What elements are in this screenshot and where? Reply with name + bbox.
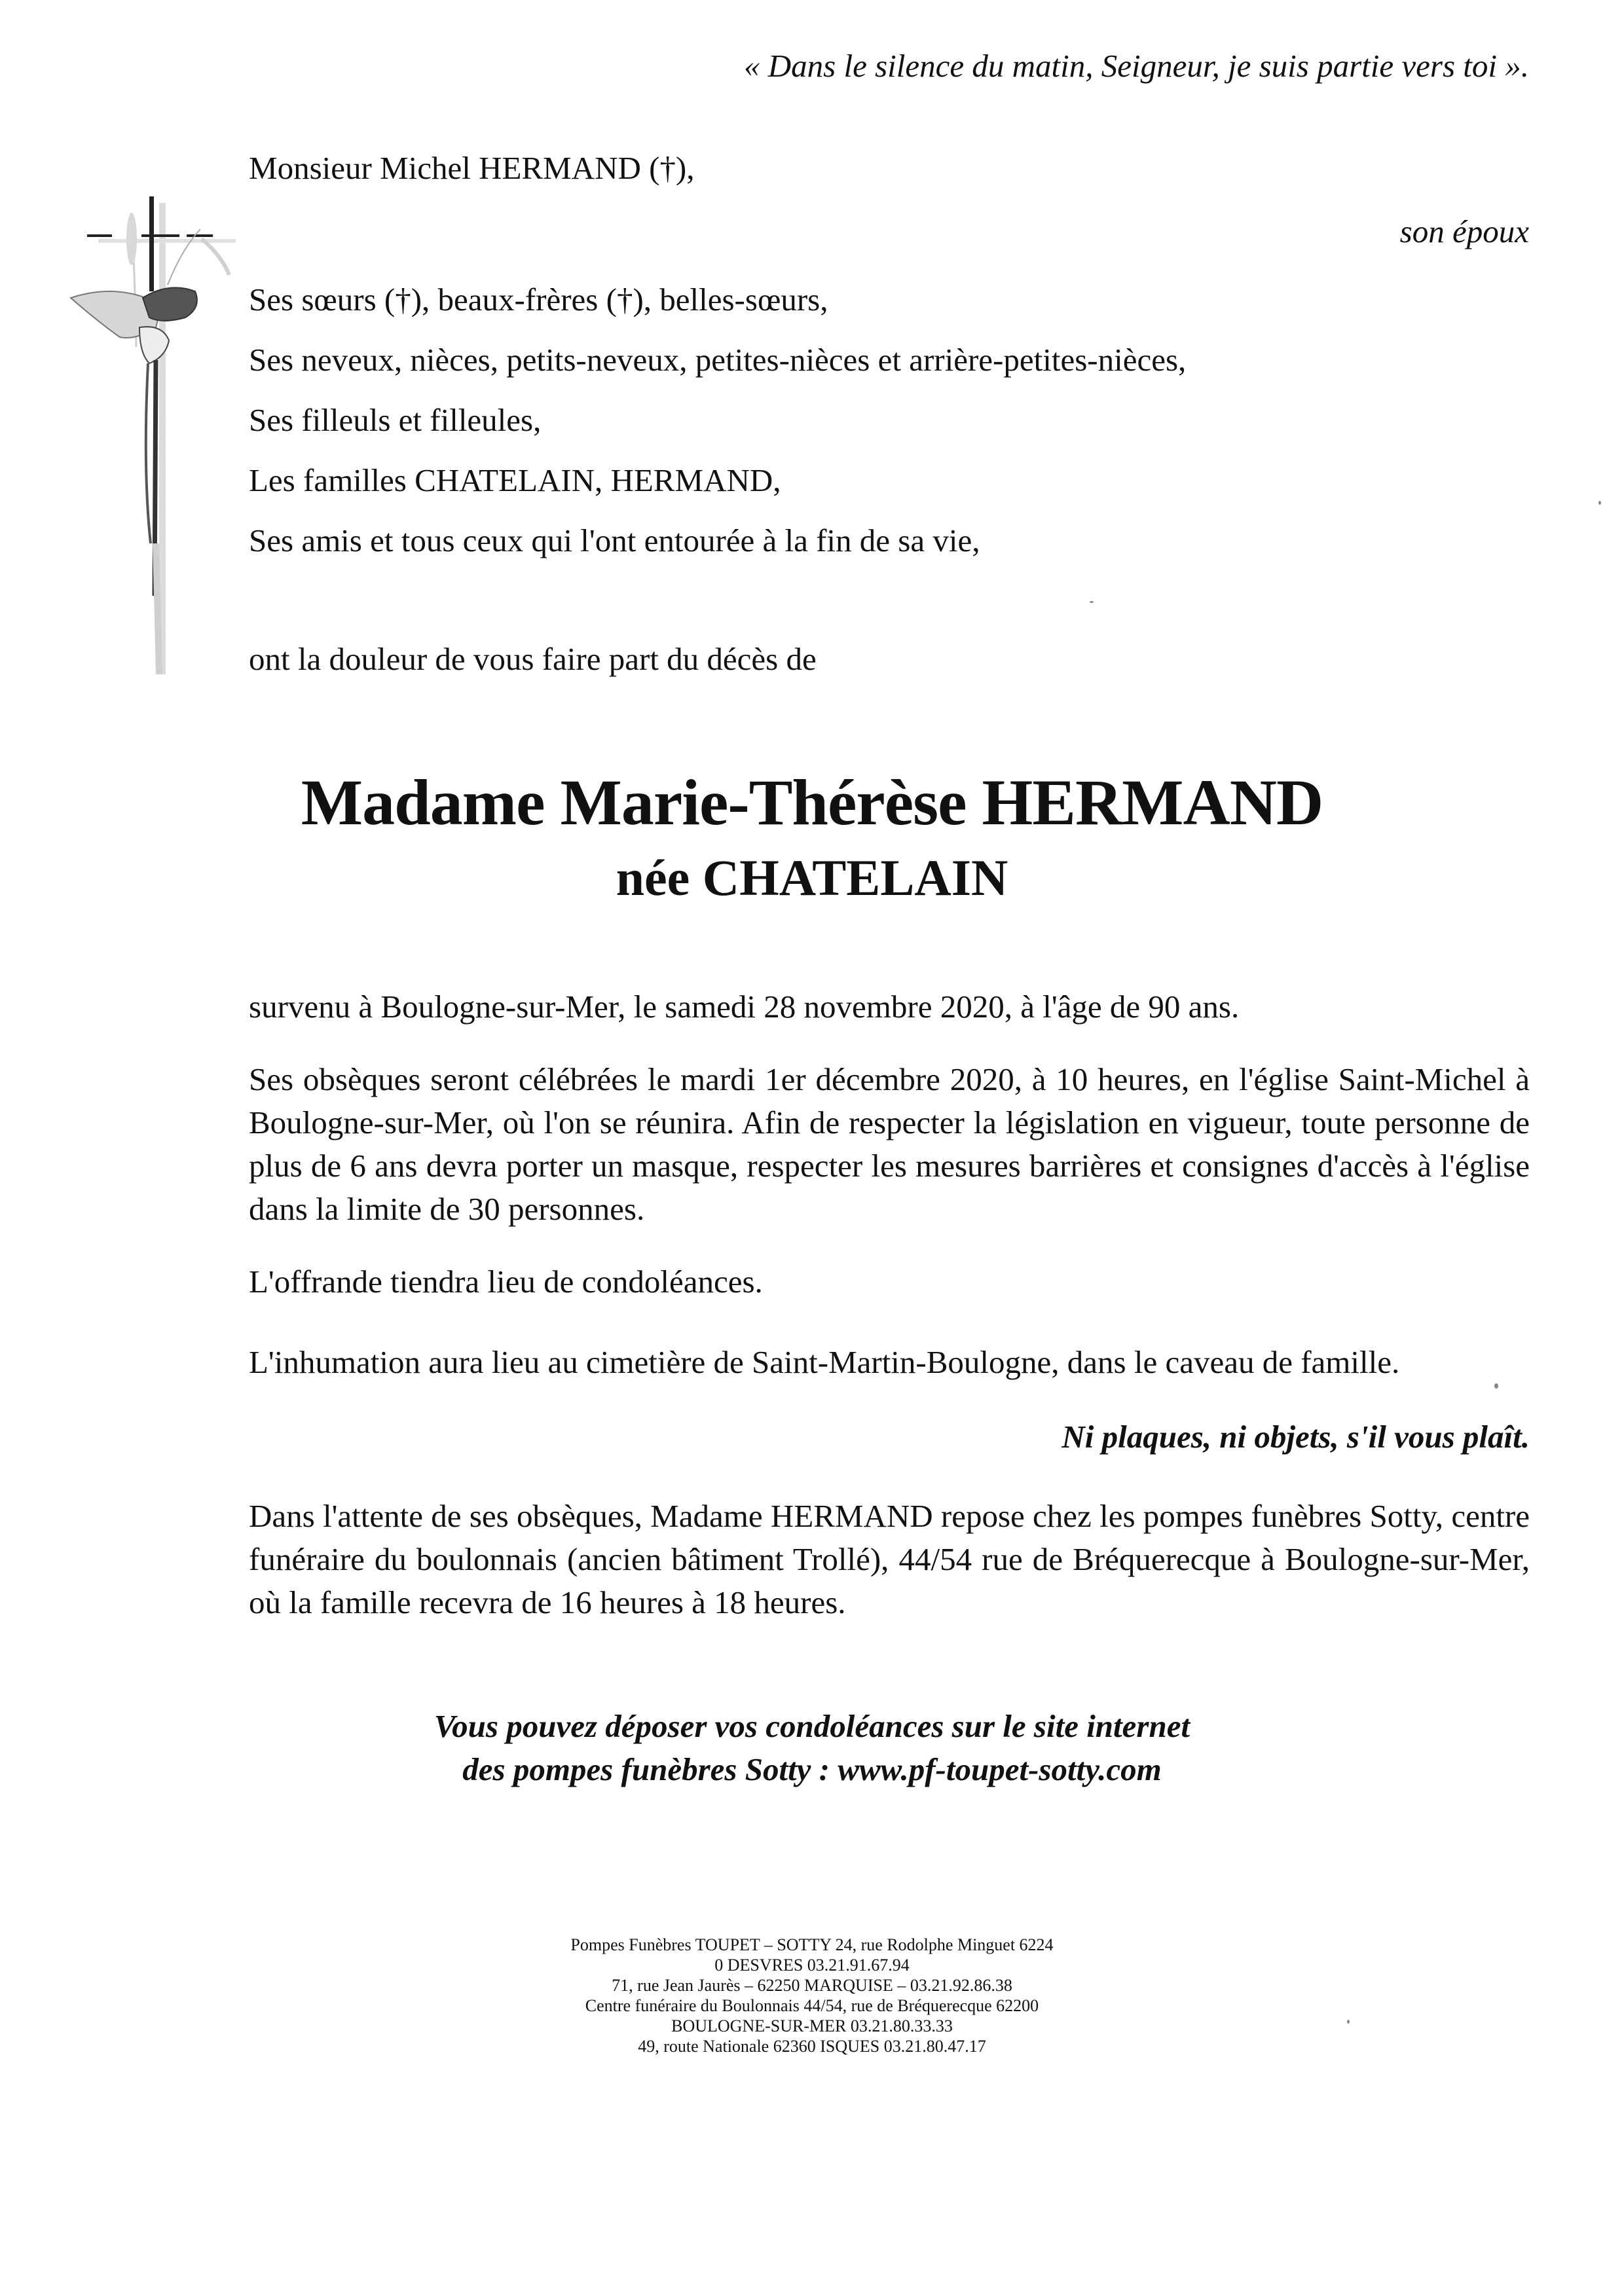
- visitation-details: Dans l'attente de ses obsèques, Madame HERMAND repose chez les pompes funèbres Sotty, centre funéraire du boulonnais (ancien bâtiment Trollé), 44/54 rue de Bréquerecque à Boulogne-sur-Mer, où la famille recevra de 16 heures à 18 heures.: [249, 1498, 1530, 1620]
- husband-role: son époux: [1399, 213, 1529, 249]
- family-line: Ses filleuls et filleules,: [249, 402, 542, 438]
- family-list: [249, 270, 1428, 571]
- announcement: ont la douleur de vous faire part du décès de: [249, 641, 817, 677]
- footer-line: BOULOGNE-SUR-MER 03.21.80.33.33: [671, 2016, 953, 2035]
- condolences-line-1: Vous pouvez déposer vos condoléances sur le site internet: [434, 1708, 1190, 1744]
- footer-line: Pompes Funèbres TOUPET – SOTTY 24, rue Rodolphe Minguet 6224: [570, 1935, 1054, 1954]
- deceased-name: Madame Marie-Thérèse HERMAND: [301, 766, 1323, 839]
- speck: [1090, 601, 1094, 603]
- epigraph-quote: « Dans le silence du matin, Seigneur, je suis partie vers toi ».: [744, 48, 1529, 84]
- footer-line: 49, route Nationale 62360 ISQUES 03.21.80.47.17: [638, 2037, 986, 2056]
- speck: [1494, 1383, 1498, 1389]
- family-line: Ses amis et tous ceux qui l'ont entourée à la fin de sa vie,: [249, 522, 980, 558]
- footer-line: Centre funéraire du Boulonnais 44/54, rue de Bréquerecque 62200: [585, 1996, 1039, 2015]
- death-notice: survenu à Boulogne-sur-Mer, le samedi 28 novembre 2020, à l'âge de 90 ans.: [249, 989, 1240, 1025]
- deceased-maiden-name: née CHATELAIN: [616, 849, 1008, 906]
- family-line: Les familles CHATELAIN, HERMAND,: [249, 462, 781, 498]
- burial-details: L'inhumation aura lieu au cimetière de Saint-Martin-Boulogne, dans le caveau de famille.: [249, 1344, 1400, 1380]
- family-line: Ses sœurs (†), beaux-frères (†), belles-sœurs,: [249, 282, 828, 318]
- footer-line: 0 DESVRES 03.21.91.67.94: [714, 1956, 910, 1975]
- cross-with-calla-lily-icon: [58, 177, 248, 701]
- condolences-line-2[interactable]: des pompes funèbres Sotty : www.pf-toupet-sotty.com: [462, 1751, 1162, 1787]
- family-line: Ses neveux, nièces, petits-neveux, petites-nièces et arrière-petites-nièces,: [249, 342, 1187, 378]
- funeral-details: Ses obsèques seront célébrées le mardi 1er décembre 2020, à 10 heures, en l'église Saint-Michel à Boulogne-sur-Mer, où l'on se réunira. Afin de respecter la législation en vigueur, toute personne de plus de 6 ans devra porter un masque, respecter les mesures barrières et consignes d'accès à l'église dans la limite de 30 personnes.: [249, 1061, 1530, 1227]
- speck: [1347, 2020, 1350, 2024]
- funeral-home-footer: [0, 1935, 1624, 2056]
- offering-note: L'offrande tiendra lieu de condoléances.: [249, 1264, 763, 1300]
- footer-line: 71, rue Jean Jaurès – 62250 MARQUISE – 03.21.92.86.38: [612, 1976, 1012, 1995]
- husband-name: Monsieur Michel HERMAND (†),: [249, 150, 695, 186]
- no-flowers-note: Ni plaques, ni objets, s'il vous plaît.: [1061, 1419, 1530, 1455]
- condolences-note: [0, 1705, 1624, 1791]
- speck: [1598, 501, 1601, 505]
